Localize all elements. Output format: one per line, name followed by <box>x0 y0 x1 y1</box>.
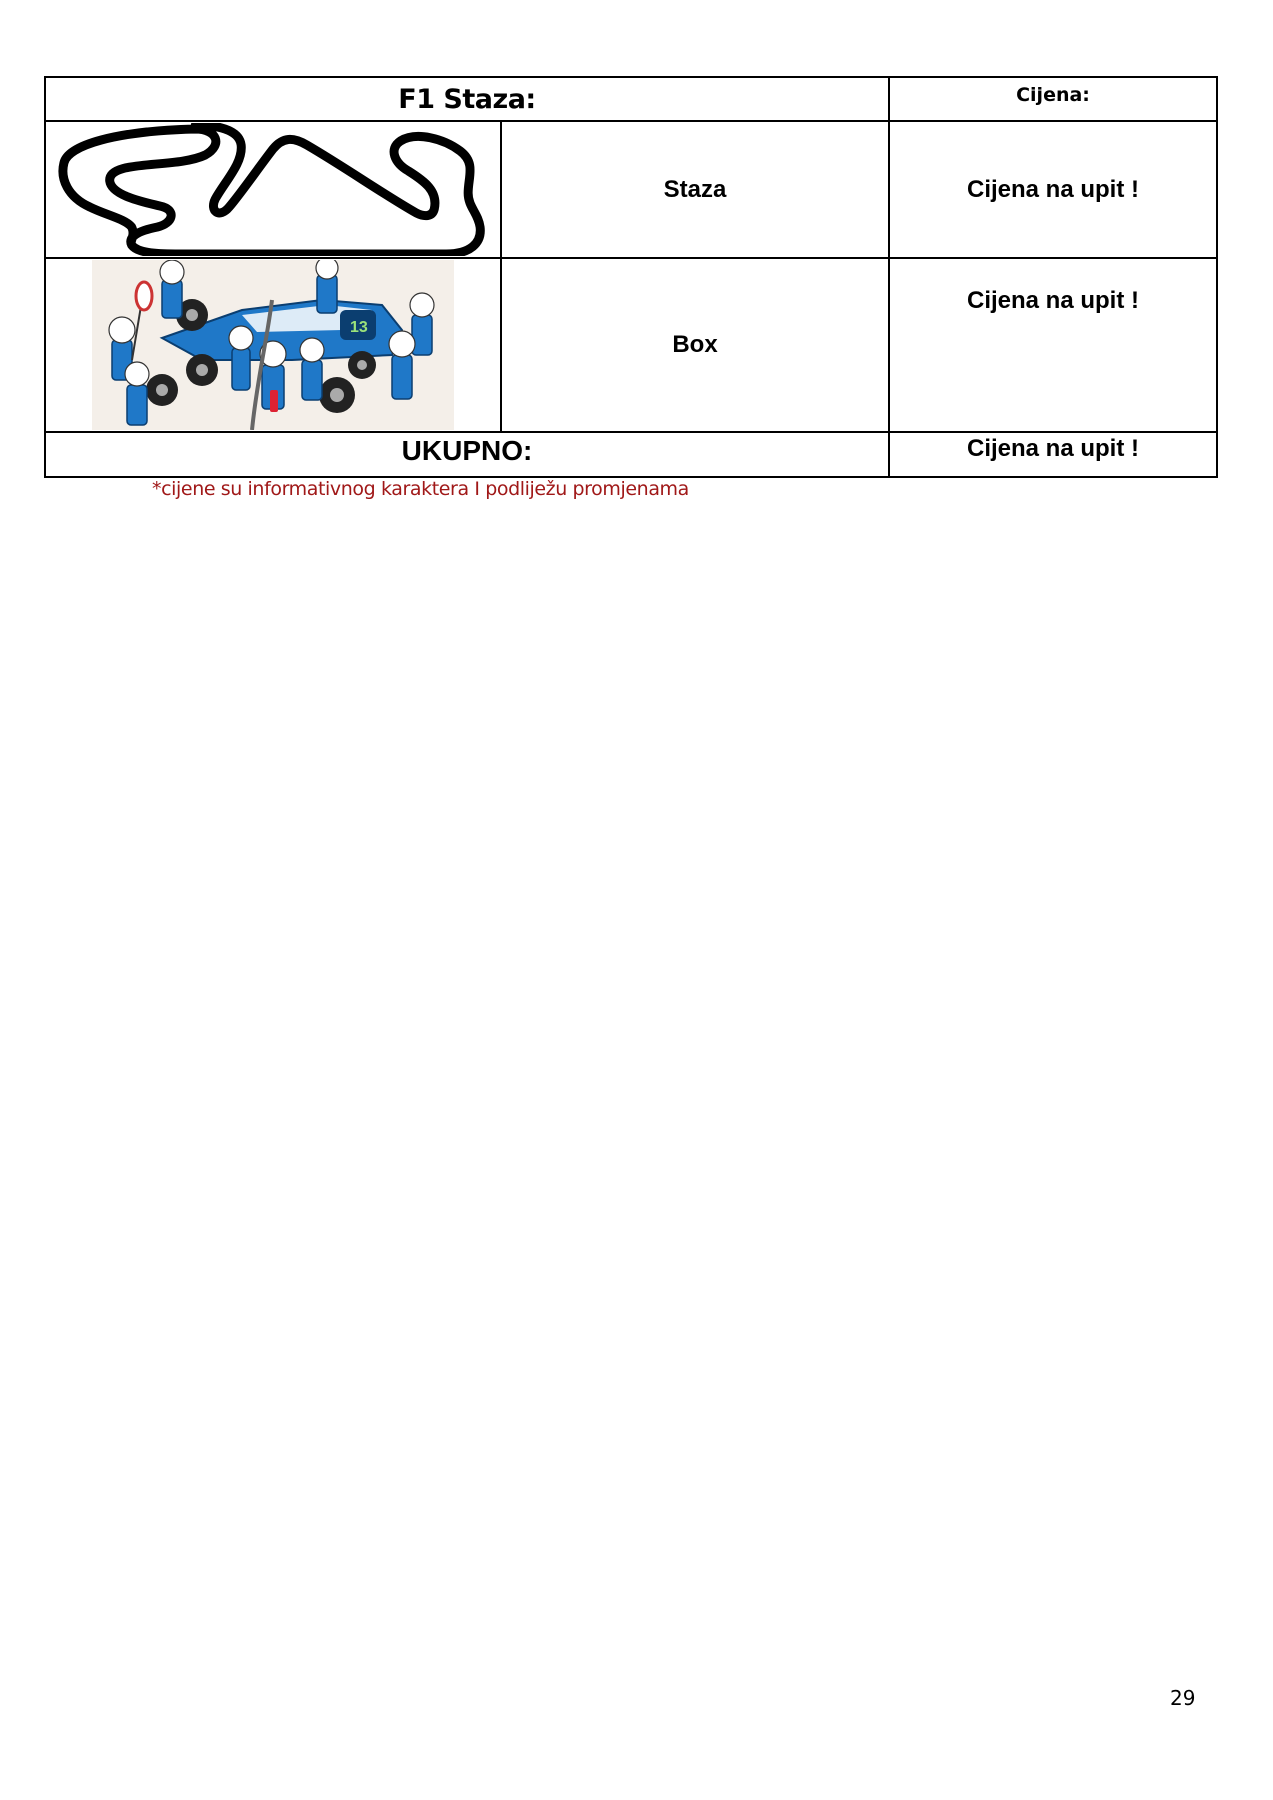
table-row <box>45 121 1217 258</box>
row-description: Staza <box>501 121 889 258</box>
race-track-icon <box>46 123 500 256</box>
price-column-header: Cijena: <box>889 77 1217 121</box>
total-row <box>45 432 1217 477</box>
pit-stop-illustration <box>92 260 454 430</box>
price-table <box>44 76 1218 478</box>
row-price: Cijena na upit ! <box>889 121 1217 258</box>
total-price: Cijena na upit ! <box>889 432 1217 477</box>
total-label: UKUPNO: <box>45 432 889 477</box>
track-image-cell <box>45 121 501 258</box>
pit-stop-crew-icon <box>92 260 454 430</box>
table-header-row <box>45 77 1217 121</box>
svg-text:13: 13 <box>350 319 368 336</box>
table-title: F1 Staza: <box>45 77 889 121</box>
row-price: Cijena na upit ! <box>889 258 1217 432</box>
pit-image-cell <box>45 258 501 432</box>
page-number: 29 <box>1170 1686 1196 1710</box>
table-row <box>45 258 1217 432</box>
price-disclaimer-note: *cijene su informativnog karaktera I podliježu promjenama <box>152 478 689 500</box>
row-description: Box <box>501 258 889 432</box>
